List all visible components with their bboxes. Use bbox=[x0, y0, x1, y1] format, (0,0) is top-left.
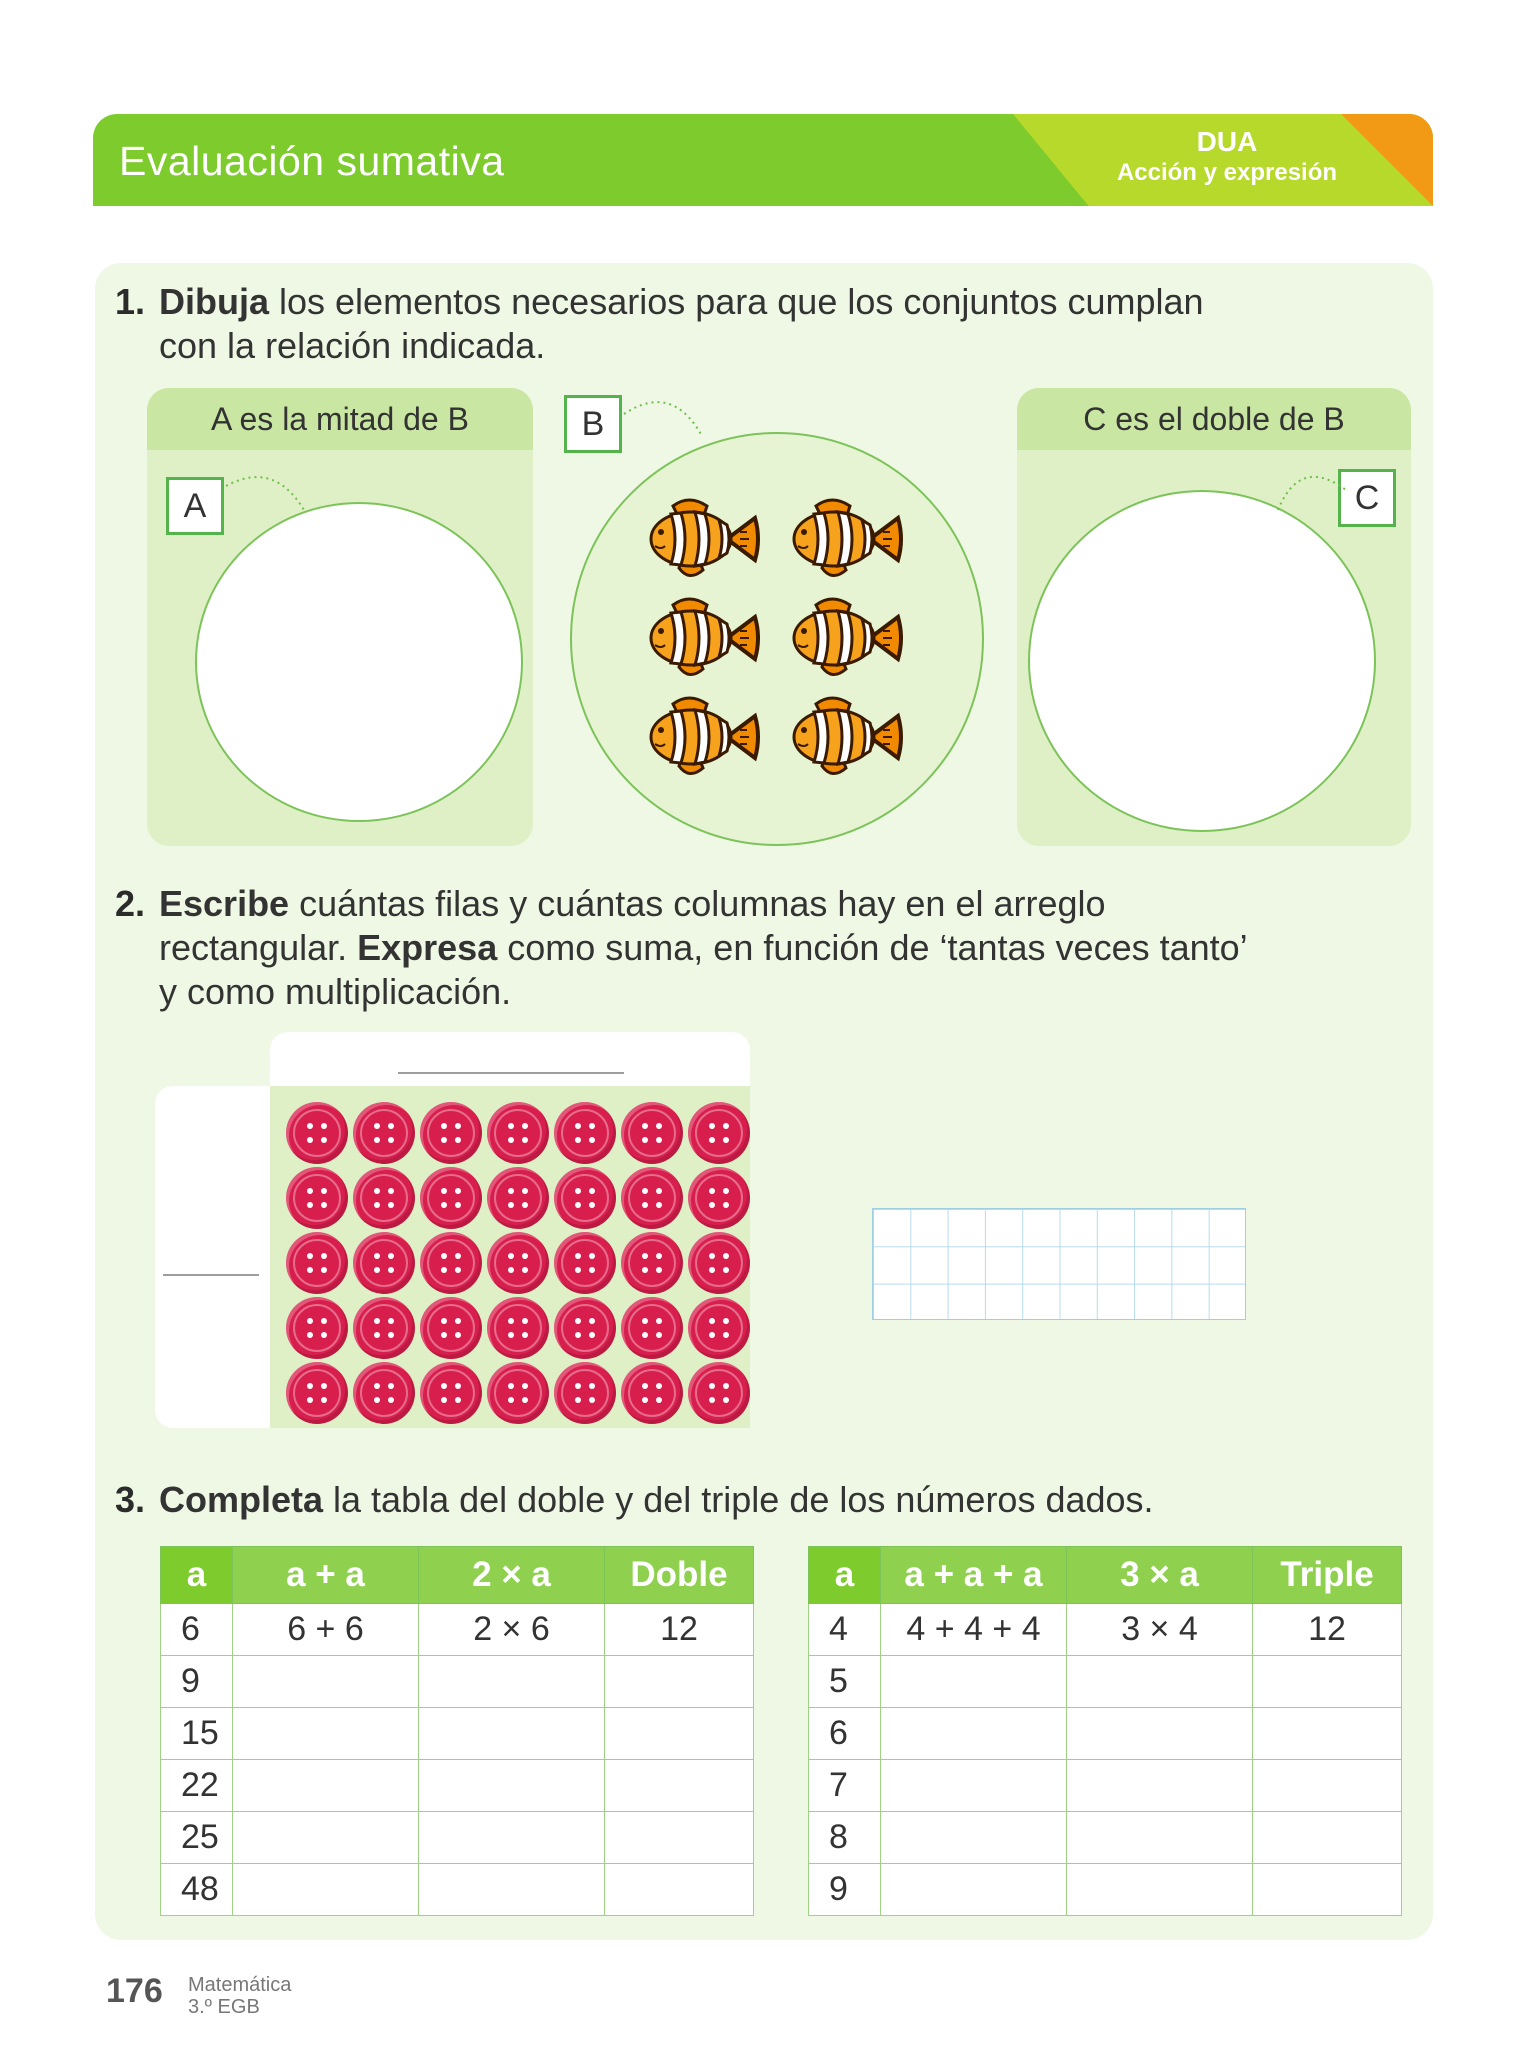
clownfish-icon bbox=[645, 694, 763, 780]
double-header-1: a + a bbox=[233, 1547, 419, 1604]
double-cell[interactable] bbox=[605, 1864, 754, 1916]
table-row bbox=[809, 1656, 1402, 1708]
triple-cell: 5 bbox=[809, 1656, 881, 1708]
triple-cell[interactable] bbox=[1067, 1656, 1253, 1708]
double-cell[interactable] bbox=[233, 1864, 419, 1916]
button-icon bbox=[554, 1362, 616, 1424]
button-icon bbox=[554, 1167, 616, 1229]
double-cell: 48 bbox=[161, 1864, 233, 1916]
double-cell[interactable] bbox=[605, 1656, 754, 1708]
set-a-connector bbox=[224, 466, 308, 518]
triple-header-1: a + a + a bbox=[881, 1547, 1067, 1604]
triple-cell: 4 bbox=[809, 1604, 881, 1656]
triple-header-2: 3 × a bbox=[1067, 1547, 1253, 1604]
q2-verb1: Escribe bbox=[159, 883, 290, 924]
triple-cell[interactable] bbox=[1067, 1864, 1253, 1916]
button-icon bbox=[420, 1297, 482, 1359]
set-c-circle[interactable] bbox=[1028, 490, 1376, 832]
button-icon bbox=[487, 1232, 549, 1294]
q1-verb: Dibuja bbox=[159, 281, 270, 322]
double-cell[interactable] bbox=[605, 1812, 754, 1864]
q1-text: los elementos necesarios para que los conjuntos cumplan bbox=[269, 281, 1204, 322]
double-table bbox=[160, 1546, 754, 1916]
triple-cell[interactable] bbox=[881, 1708, 1067, 1760]
double-cell[interactable] bbox=[233, 1708, 419, 1760]
q2-instruction-line3: y como multiplicación. bbox=[159, 971, 512, 1012]
table-row bbox=[809, 1708, 1402, 1760]
double-cell[interactable] bbox=[233, 1812, 419, 1864]
clownfish-icon bbox=[645, 595, 763, 681]
triple-cell[interactable] bbox=[1067, 1812, 1253, 1864]
button-icon bbox=[487, 1167, 549, 1229]
clownfish-icon bbox=[788, 595, 906, 681]
clownfish-icon bbox=[788, 694, 906, 780]
clownfish-icon bbox=[788, 496, 906, 582]
set-a-circle[interactable] bbox=[195, 502, 523, 822]
q2-verb2: Expresa bbox=[357, 927, 498, 968]
triple-cell[interactable] bbox=[1253, 1760, 1402, 1812]
triple-cell[interactable] bbox=[1253, 1812, 1402, 1864]
set-c-caption: C es el doble de B bbox=[1017, 388, 1411, 450]
double-cell: 6 bbox=[161, 1604, 233, 1656]
triple-cell[interactable] bbox=[881, 1656, 1067, 1708]
dua-label bbox=[1097, 126, 1357, 188]
q2-text1: cuántas filas y cuántas columnas hay en el arreglo bbox=[289, 883, 1106, 924]
button-icon bbox=[420, 1102, 482, 1164]
button-icon bbox=[286, 1297, 348, 1359]
button-icon bbox=[621, 1362, 683, 1424]
button-icon bbox=[688, 1362, 750, 1424]
table-row bbox=[161, 1656, 754, 1708]
triple-cell[interactable] bbox=[1253, 1708, 1402, 1760]
table-row bbox=[809, 1760, 1402, 1812]
triple-header-3: Triple bbox=[1253, 1547, 1402, 1604]
double-header-2: 2 × a bbox=[419, 1547, 605, 1604]
button-icon bbox=[621, 1167, 683, 1229]
triple-cell: 3 × 4 bbox=[1067, 1604, 1253, 1656]
set-c-connector bbox=[1270, 460, 1350, 516]
button-icon bbox=[420, 1232, 482, 1294]
triple-table bbox=[808, 1546, 1402, 1916]
q1-instruction-line1 bbox=[159, 280, 1204, 324]
button-array bbox=[270, 1086, 750, 1428]
double-cell[interactable] bbox=[233, 1760, 419, 1812]
button-icon bbox=[286, 1102, 348, 1164]
triple-cell: 4 + 4 + 4 bbox=[881, 1604, 1067, 1656]
triple-cell[interactable] bbox=[1067, 1708, 1253, 1760]
double-cell: 25 bbox=[161, 1812, 233, 1864]
dua-title: DUA bbox=[1196, 126, 1258, 157]
double-cell: 2 × 6 bbox=[419, 1604, 605, 1656]
q2-text2a: rectangular. bbox=[159, 927, 358, 968]
triple-cell[interactable] bbox=[1067, 1760, 1253, 1812]
footer-subject: Matemática bbox=[188, 1974, 292, 1996]
button-icon bbox=[621, 1297, 683, 1359]
clownfish-icon bbox=[645, 496, 763, 582]
double-cell[interactable] bbox=[233, 1656, 419, 1708]
set-a-label: A bbox=[166, 477, 224, 535]
button-icon bbox=[420, 1167, 482, 1229]
table-row bbox=[161, 1708, 754, 1760]
double-cell[interactable] bbox=[419, 1812, 605, 1864]
double-cell[interactable] bbox=[419, 1708, 605, 1760]
button-icon bbox=[621, 1232, 683, 1294]
double-cell: 9 bbox=[161, 1656, 233, 1708]
button-icon bbox=[286, 1167, 348, 1229]
button-icon bbox=[487, 1102, 549, 1164]
button-icon bbox=[554, 1102, 616, 1164]
double-cell[interactable] bbox=[419, 1760, 605, 1812]
triple-cell: 12 bbox=[1253, 1604, 1402, 1656]
double-cell[interactable] bbox=[605, 1708, 754, 1760]
triple-cell[interactable] bbox=[1253, 1864, 1402, 1916]
columns-answer-line[interactable] bbox=[398, 1072, 624, 1074]
table-row bbox=[161, 1604, 754, 1656]
table-row bbox=[161, 1812, 754, 1864]
set-c-label: C bbox=[1338, 469, 1396, 527]
q3-text: la tabla del doble y del triple de los números dados. bbox=[323, 1479, 1154, 1520]
double-header-0: a bbox=[161, 1547, 233, 1604]
rows-answer-box bbox=[155, 1086, 270, 1428]
answer-grid[interactable] bbox=[872, 1208, 1246, 1320]
button-icon bbox=[688, 1232, 750, 1294]
q3-instruction bbox=[159, 1478, 1154, 1522]
button-icon bbox=[353, 1232, 415, 1294]
triple-cell[interactable] bbox=[881, 1864, 1067, 1916]
double-cell: 22 bbox=[161, 1760, 233, 1812]
button-icon bbox=[554, 1232, 616, 1294]
triple-header-0: a bbox=[809, 1547, 881, 1604]
button-icon bbox=[688, 1167, 750, 1229]
set-b-label: B bbox=[564, 395, 622, 453]
q2-number: 2. bbox=[115, 883, 146, 924]
triple-cell: 9 bbox=[809, 1864, 881, 1916]
q2-instruction-line1 bbox=[159, 882, 1106, 926]
triple-cell: 6 bbox=[809, 1708, 881, 1760]
button-icon bbox=[621, 1102, 683, 1164]
button-icon bbox=[554, 1297, 616, 1359]
triple-cell[interactable] bbox=[881, 1760, 1067, 1812]
triple-cell: 7 bbox=[809, 1760, 881, 1812]
set-b-connector bbox=[622, 390, 706, 442]
button-icon bbox=[420, 1362, 482, 1424]
triple-cell[interactable] bbox=[1253, 1656, 1402, 1708]
set-a-caption: A es la mitad de B bbox=[147, 388, 533, 450]
q3-verb: Completa bbox=[159, 1479, 324, 1520]
section-title: Evaluación sumativa bbox=[119, 138, 505, 184]
button-icon bbox=[487, 1362, 549, 1424]
button-icon bbox=[353, 1102, 415, 1164]
page-number: 176 bbox=[106, 1972, 163, 2010]
table-row bbox=[161, 1760, 754, 1812]
dua-subtitle: Acción y expresión bbox=[1116, 159, 1338, 186]
footer-grade: 3.º EGB bbox=[188, 1996, 260, 2018]
button-icon bbox=[353, 1297, 415, 1359]
double-cell[interactable] bbox=[605, 1760, 754, 1812]
table-row bbox=[809, 1812, 1402, 1864]
table-row bbox=[809, 1604, 1402, 1656]
triple-cell: 8 bbox=[809, 1812, 881, 1864]
double-cell[interactable] bbox=[419, 1656, 605, 1708]
q3-number: 3. bbox=[115, 1479, 146, 1520]
table-row bbox=[161, 1864, 754, 1916]
button-icon bbox=[688, 1102, 750, 1164]
q1-instruction-line2: con la relación indicada. bbox=[159, 325, 546, 366]
button-icon bbox=[353, 1362, 415, 1424]
triple-cell[interactable] bbox=[881, 1812, 1067, 1864]
q2-instruction-line2 bbox=[159, 926, 1248, 970]
double-header-3: Doble bbox=[605, 1547, 754, 1604]
button-icon bbox=[286, 1362, 348, 1424]
button-icon bbox=[487, 1297, 549, 1359]
double-cell[interactable] bbox=[419, 1864, 605, 1916]
double-cell: 6 + 6 bbox=[233, 1604, 419, 1656]
q2-text2b: como suma, en función de ‘tantas veces tanto’ bbox=[497, 927, 1248, 968]
double-cell: 15 bbox=[161, 1708, 233, 1760]
double-cell: 12 bbox=[605, 1604, 754, 1656]
button-icon bbox=[286, 1232, 348, 1294]
button-icon bbox=[353, 1167, 415, 1229]
columns-answer-box bbox=[270, 1032, 750, 1086]
rows-answer-line[interactable] bbox=[163, 1274, 259, 1276]
button-icon bbox=[688, 1297, 750, 1359]
table-row bbox=[809, 1864, 1402, 1916]
set-b-circle bbox=[570, 432, 984, 846]
q1-number: 1. bbox=[115, 281, 146, 322]
section-header bbox=[93, 114, 1433, 206]
